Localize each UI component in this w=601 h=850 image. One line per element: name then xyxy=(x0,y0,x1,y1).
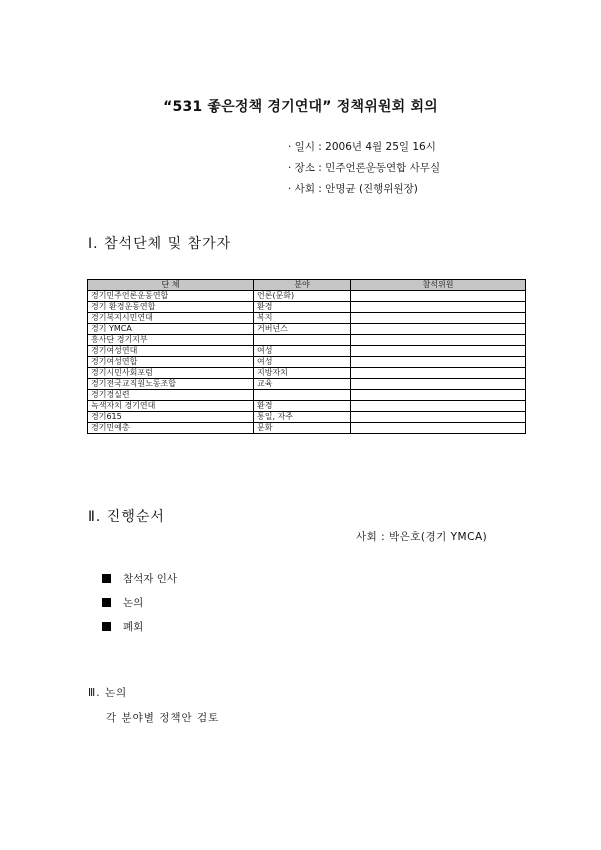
field-cell: 여성 xyxy=(254,346,351,357)
square-bullet-icon xyxy=(102,574,111,583)
org-cell: 흥사단 경기지부 xyxy=(88,335,254,346)
participants-table xyxy=(87,279,526,434)
attendee-cell xyxy=(351,368,526,379)
table-header-row xyxy=(88,280,526,291)
attendee-cell xyxy=(351,346,526,357)
meeting-info xyxy=(288,137,440,200)
list-item xyxy=(102,590,177,614)
field-cell: 환경 xyxy=(254,302,351,313)
attendee-cell xyxy=(351,357,526,368)
org-cell: 경기민예총 xyxy=(88,423,254,434)
field-cell: 복지 xyxy=(254,313,351,324)
meeting-chair: · 사회 : 안명균 (진행위원장) xyxy=(288,183,418,195)
document-title: “531 좋은정책 경기연대” 정책위원회 회의 xyxy=(163,99,438,115)
section-3-heading: Ⅲ. 논의 xyxy=(88,687,128,699)
attendee-cell xyxy=(351,313,526,324)
table-row xyxy=(88,379,526,390)
field-cell: 여성 xyxy=(254,357,351,368)
agenda-list xyxy=(102,566,177,638)
host-line: 사회 : 박은호(경기 YMCA) xyxy=(356,531,488,543)
agenda-item-label: 논의 xyxy=(123,596,144,609)
table-row xyxy=(88,412,526,423)
field-cell: 거버넌스 xyxy=(254,324,351,335)
field-cell: 통일, 자주 xyxy=(254,412,351,423)
list-item xyxy=(102,614,177,638)
field-cell: 문화 xyxy=(254,423,351,434)
attendee-cell xyxy=(351,423,526,434)
field-cell: 교육 xyxy=(254,379,351,390)
table-row xyxy=(88,423,526,434)
agenda-item-label: 참석자 인사 xyxy=(123,572,178,585)
section-1-heading: Ⅰ. 참석단체 및 참가자 xyxy=(88,236,232,252)
attendee-cell xyxy=(351,379,526,390)
attendee-cell xyxy=(351,291,526,302)
field-cell: 언론(문화) xyxy=(254,291,351,302)
discussion-text: 각 분야별 정책안 검토 xyxy=(106,712,220,724)
header-field: 분야 xyxy=(254,280,351,291)
org-cell: 경기민주언론운동연합 xyxy=(88,291,254,302)
table-row xyxy=(88,324,526,335)
field-cell xyxy=(254,390,351,401)
header-attendees: 참석위원 xyxy=(351,280,526,291)
org-cell: 경기여성연합 xyxy=(88,357,254,368)
table-row xyxy=(88,346,526,357)
field-cell: 지방자치 xyxy=(254,368,351,379)
org-cell: 경기복지시민연대 xyxy=(88,313,254,324)
table-row xyxy=(88,357,526,368)
table-row xyxy=(88,401,526,412)
square-bullet-icon xyxy=(102,622,111,631)
table-row xyxy=(88,313,526,324)
org-cell: 녹색자치 경기연대 xyxy=(88,401,254,412)
table-row xyxy=(88,335,526,346)
table-row xyxy=(88,291,526,302)
list-item xyxy=(102,566,177,590)
attendee-cell xyxy=(351,324,526,335)
org-cell: 경기 YMCA xyxy=(88,324,254,335)
header-organization: 단 체 xyxy=(88,280,254,291)
attendee-cell xyxy=(351,390,526,401)
org-cell: 경기시민사회포럼 xyxy=(88,368,254,379)
agenda-item-label: 폐회 xyxy=(123,620,144,633)
square-bullet-icon xyxy=(102,598,111,607)
attendee-cell xyxy=(351,401,526,412)
table-row xyxy=(88,302,526,313)
meeting-place: · 장소 : 민주언론운동연합 사무실 xyxy=(288,162,441,174)
table-row xyxy=(88,390,526,401)
attendee-cell xyxy=(351,412,526,423)
org-cell: 경기전국교직원노동조합 xyxy=(88,379,254,390)
org-cell: 경기여성연대 xyxy=(88,346,254,357)
org-cell: 경기615 xyxy=(88,412,254,423)
meeting-date: · 일시 : 2006년 4월 25일 16시 xyxy=(288,141,436,153)
org-cell: 경기경실련 xyxy=(88,390,254,401)
attendee-cell xyxy=(351,302,526,313)
field-cell: 환경 xyxy=(254,401,351,412)
attendee-cell xyxy=(351,335,526,346)
org-cell: 경기 환경운동연합 xyxy=(88,302,254,313)
section-2-heading: Ⅱ. 진행순서 xyxy=(88,509,165,525)
table-row xyxy=(88,368,526,379)
field-cell xyxy=(254,335,351,346)
